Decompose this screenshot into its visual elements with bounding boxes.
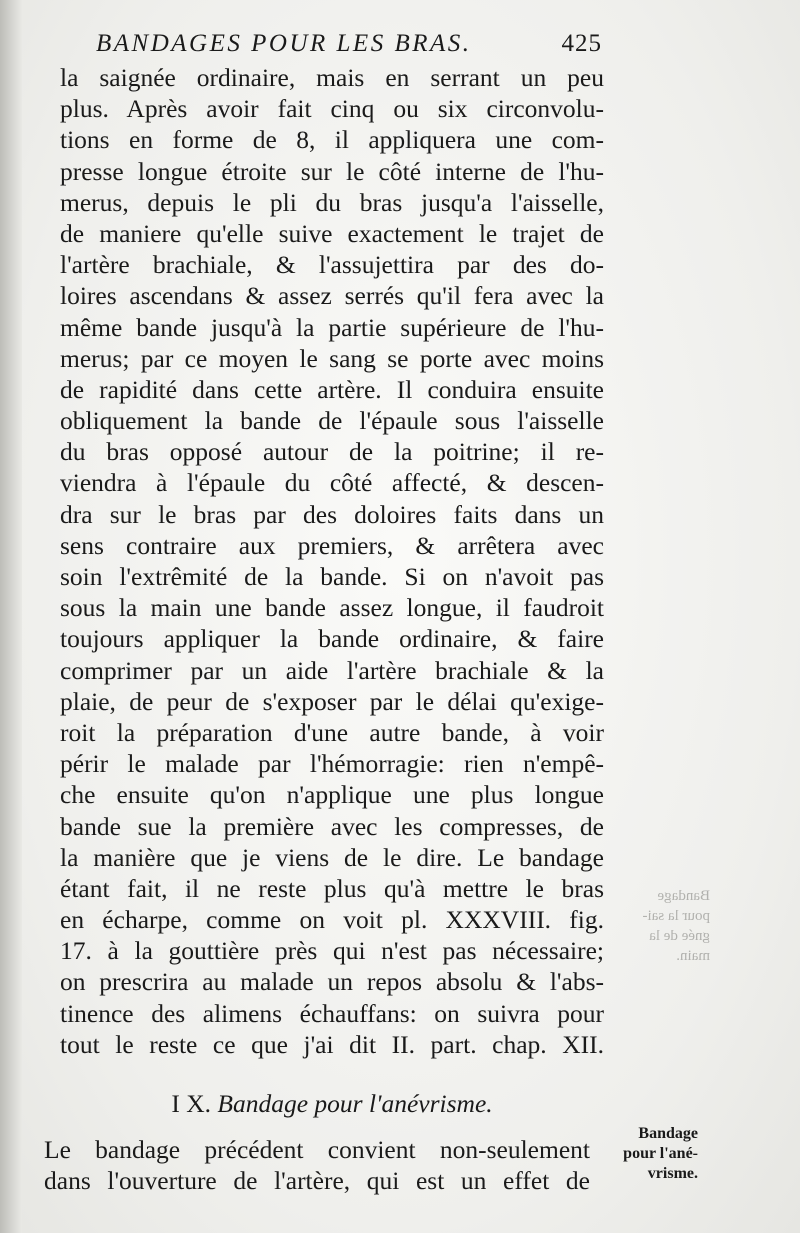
text-line: viendra à l'épaule du côté affecté, & descen- <box>60 468 604 498</box>
margin-note-line: vrisme. <box>647 1165 698 1182</box>
text-line: l'artère brachiale, & l'assujettira par des do- <box>60 250 604 280</box>
text-line: soin l'extrêmité de la bande. Si on n'avoit pas <box>60 562 604 591</box>
text-line: sous la main une bande assez longue, il faudroit <box>60 593 604 623</box>
show-through-margin-note <box>620 886 710 966</box>
text-line: du bras opposé autour de la poitrine; il re- <box>60 437 604 467</box>
section-title: Bandage pour l'anévrisme. <box>217 1089 493 1118</box>
text-line: en écharpe, comme on voit pl. XXXVIII. fig. <box>60 905 604 935</box>
section-heading <box>60 1088 604 1120</box>
text-line: toujours appliquer la bande ordinaire, & faire <box>60 624 604 654</box>
text-line: comprimer par un aide l'artère brachiale & la <box>60 655 604 685</box>
text-line: de maniere qu'elle suive exactement le trajet de <box>60 218 604 248</box>
show-through-line: Bandage <box>657 888 710 904</box>
text-line: merus; par ce moyen le sang se porte avec moins <box>60 343 604 373</box>
text-line: tinence des alimens échauffans: on suivra pour <box>60 998 604 1028</box>
text-line: presse longue étroite sur le côté interne de l'hu- <box>60 156 604 186</box>
running-head-title: BANDAGES POUR LES BRAS. <box>96 30 472 57</box>
margin-note <box>606 1124 698 1184</box>
text-line: bande sue la première avec les compresses, de <box>60 811 604 841</box>
text-line: che ensuite qu'on n'applique une plus longue <box>60 780 604 810</box>
text-line: la saignée ordinaire, mais en serrant un peu <box>60 63 604 92</box>
text-line: Le bandage précédent convient non-seulement <box>44 1135 590 1164</box>
show-through-line: main. <box>676 948 710 964</box>
page-number: 425 <box>561 30 602 57</box>
text-line: loires ascendans & assez serrés qu'il fera avec la <box>60 281 604 311</box>
show-through-line: pour la sai- <box>642 908 710 924</box>
text-line: dans l'ouverture de l'artère, qui est un effet de <box>44 1166 590 1196</box>
text-line: 17. à la gouttière près qui n'est pas nécessaire; <box>60 936 604 966</box>
body-text <box>60 62 604 1060</box>
text-line: périr le malade par l'hémorragie: rien n'empê- <box>60 749 604 779</box>
text-line: dra sur le bras par des doloires faits dans un <box>60 499 604 529</box>
text-line: de rapidité dans cette artère. Il conduira ensuite <box>60 374 604 404</box>
text-line: plus. Après avoir fait cinq ou six circonvolu- <box>60 94 604 124</box>
text-line: roit la préparation d'une autre bande, à voir <box>60 717 604 747</box>
text-line: étant fait, il ne reste plus qu'à mettre le bras <box>60 873 604 903</box>
margin-note-line: pour l'ané- <box>623 1145 698 1162</box>
margin-note-line: Bandage <box>638 1125 698 1142</box>
show-through-line: gnée de la <box>649 928 710 944</box>
binding-edge <box>0 0 22 1233</box>
section-body-text <box>44 1134 590 1196</box>
running-head <box>96 30 602 62</box>
text-line: obliquement la bande de l'épaule sous l'aisselle <box>60 406 604 436</box>
text-line: sens contraire aux premiers, & arrêtera avec <box>60 530 604 560</box>
text-line: tions en forme de 8, il appliquera une com- <box>60 125 604 155</box>
text-line: même bande jusqu'à la partie supérieure de l'hu- <box>60 312 604 342</box>
text-line: la manière que je viens de le dire. Le bandage <box>60 842 604 872</box>
section-number: I X. <box>171 1089 211 1118</box>
text-line: on prescrira au malade un repos absolu & l'abs- <box>60 967 604 997</box>
text-line: plaie, de peur de s'exposer par le délai qu'exige- <box>60 686 604 716</box>
text-line: tout le reste ce que j'ai dit II. part. chap. XII. <box>60 1029 604 1059</box>
text-line: merus, depuis le pli du bras jusqu'a l'aisselle, <box>60 187 604 217</box>
